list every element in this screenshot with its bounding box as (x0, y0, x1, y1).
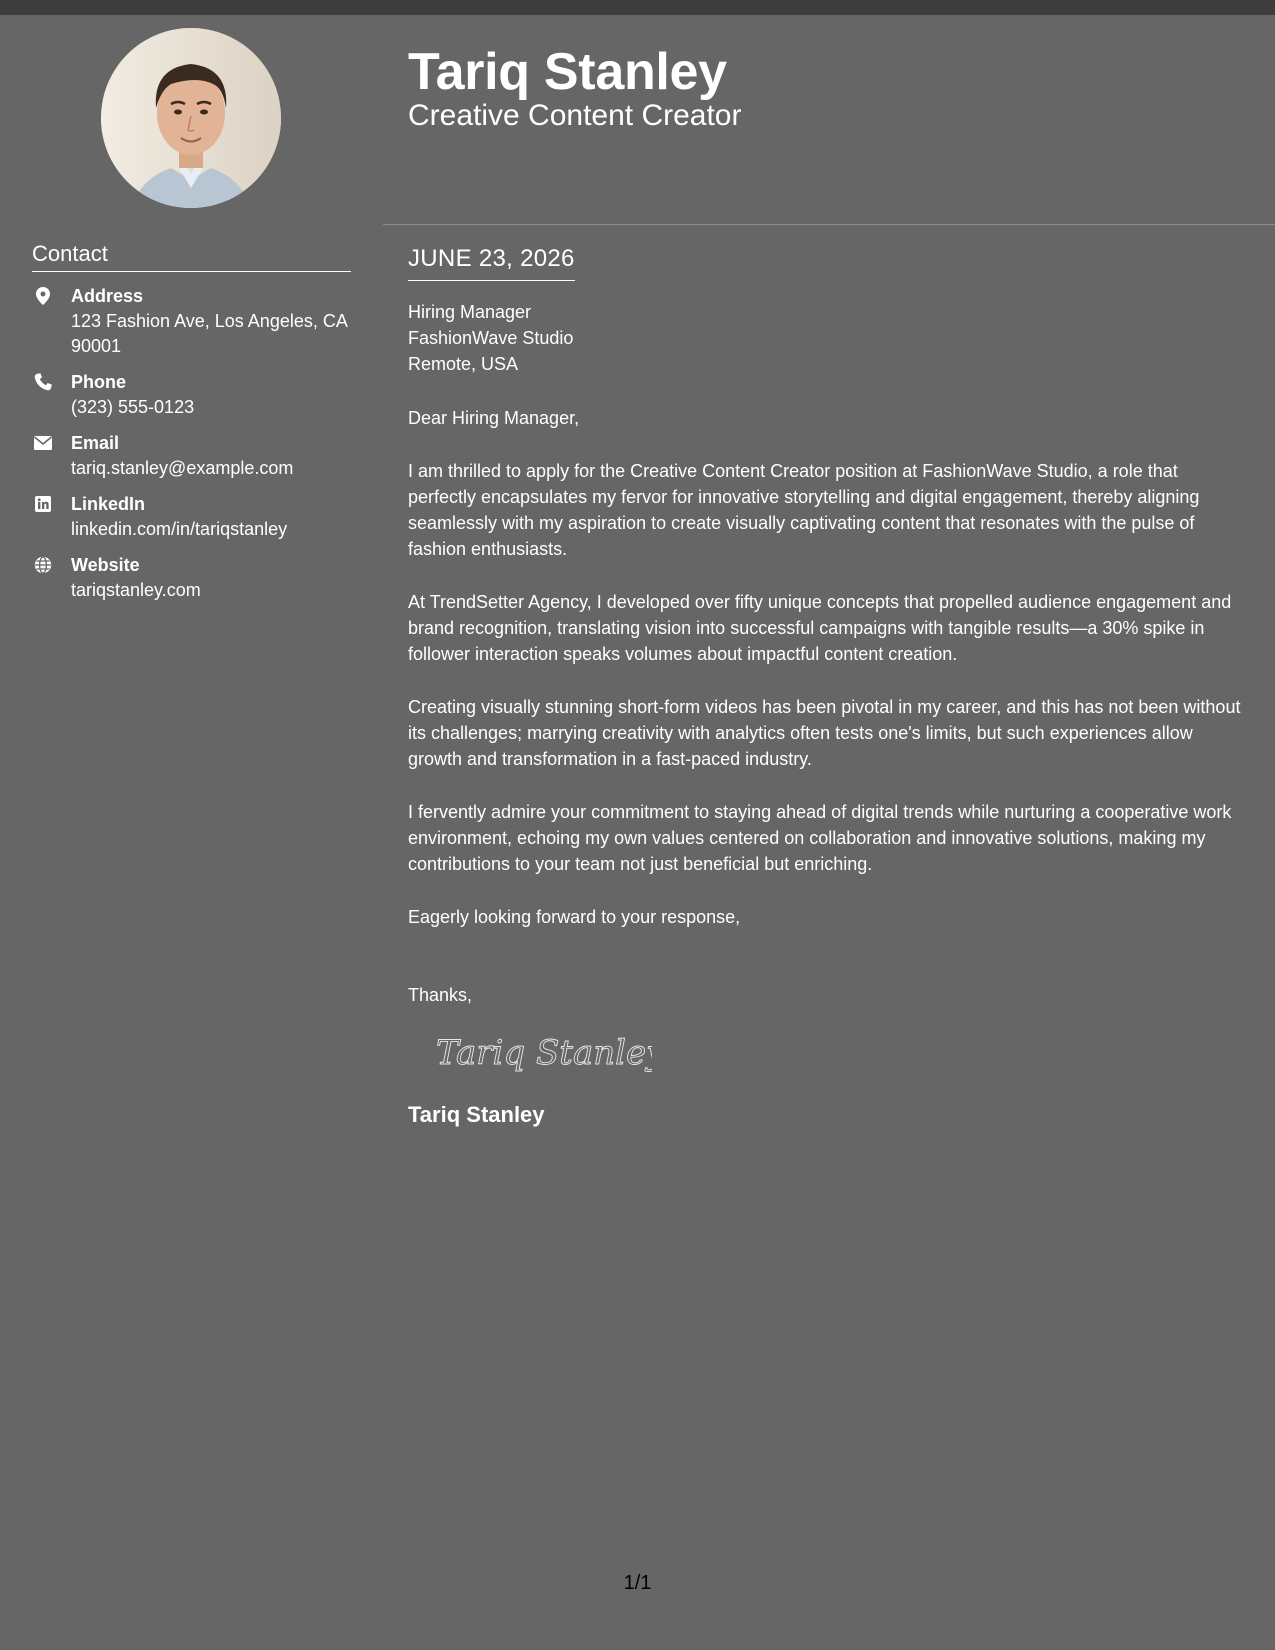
recipient-line: FashionWave Studio (408, 328, 574, 348)
map-pin-icon (34, 287, 52, 305)
recipient-line: Hiring Manager (408, 302, 532, 322)
sidebar (0, 15, 383, 1650)
contact-item-linkedin (32, 492, 352, 542)
body-paragraph: At TrendSetter Agency, I developed over fifty unique concepts that propelled audience engagement and brand recognition, translating vision into successful campaigns with tangible results—a 30% spike in follower interaction speaks volumes about impactful content creation. (408, 592, 1232, 664)
contact-heading: Contact (32, 241, 351, 272)
signature-image (432, 1026, 652, 1082)
contact-label: Phone (71, 372, 127, 392)
top-bar (0, 0, 1275, 15)
body-paragraph: I fervently admire your commitment to staying ahead of digital trends while nurturing a cooperative work environment, echoing my own values centered on collaboration and innovative solutions, making my contributions to your team not just beneficial but enriching. (408, 802, 1232, 874)
closing-line: Eagerly looking forward to your response, (408, 907, 741, 927)
page-number: 1/1 (623, 1572, 652, 1594)
recipient-block (408, 299, 1243, 377)
header-divider (383, 224, 1275, 225)
contact-label: Address (71, 286, 144, 306)
address-value: 123 Fashion Ave, Los Angeles, CA 90001 (71, 311, 347, 356)
letter-body (408, 244, 1243, 1129)
sign-off: Thanks, (408, 985, 473, 1005)
body-paragraph: Creating visually stunning short-form videos has been pivotal in my career, and this has not been without its challenges; marrying creativity with analytics often tests one's limits, but such experiences allow growth and transformation in a fast-paced industry. (408, 697, 1241, 769)
contact-list (32, 284, 352, 614)
body-paragraph: I am thrilled to apply for the Creative Content Creator position at FashionWave Studio, a role that perfectly encapsulates my fervor for innovative storytelling and digital engagement, thereby aligning seamlessly with my aspiration to create visually captivating content that resonates with the pulse of fashion enthusiasts. (408, 461, 1200, 559)
website-value[interactable]: tariqstanley.com (71, 580, 201, 600)
recipient-line: Remote, USA (408, 354, 519, 374)
contact-item-phone (32, 370, 352, 420)
phone-value: (323) 555-0123 (71, 397, 195, 417)
letter-date: JUNE 23, 2026 (408, 244, 575, 281)
header (408, 40, 1248, 134)
phone-icon (34, 373, 52, 391)
signature-text: Tariq Stanley (436, 1033, 652, 1073)
linkedin-value[interactable]: linkedin.com/in/tariqstanley (71, 519, 288, 539)
avatar (101, 28, 281, 208)
contact-item-website (32, 553, 352, 603)
candidate-name: Tariq Stanley (408, 43, 727, 101)
salutation: Dear Hiring Manager, (408, 408, 580, 428)
signer-name: Tariq Stanley (408, 1102, 545, 1127)
email-value: tariq.stanley@example.com (71, 458, 294, 478)
contact-label: LinkedIn (71, 494, 146, 514)
envelope-icon (34, 434, 52, 452)
contact-item-email (32, 431, 352, 481)
contact-label: Email (71, 433, 120, 453)
globe-icon (34, 556, 52, 574)
contact-item-address (32, 284, 352, 359)
contact-label: Website (71, 555, 140, 575)
candidate-title: Creative Content Creator (408, 99, 742, 132)
linkedin-icon (34, 495, 52, 513)
